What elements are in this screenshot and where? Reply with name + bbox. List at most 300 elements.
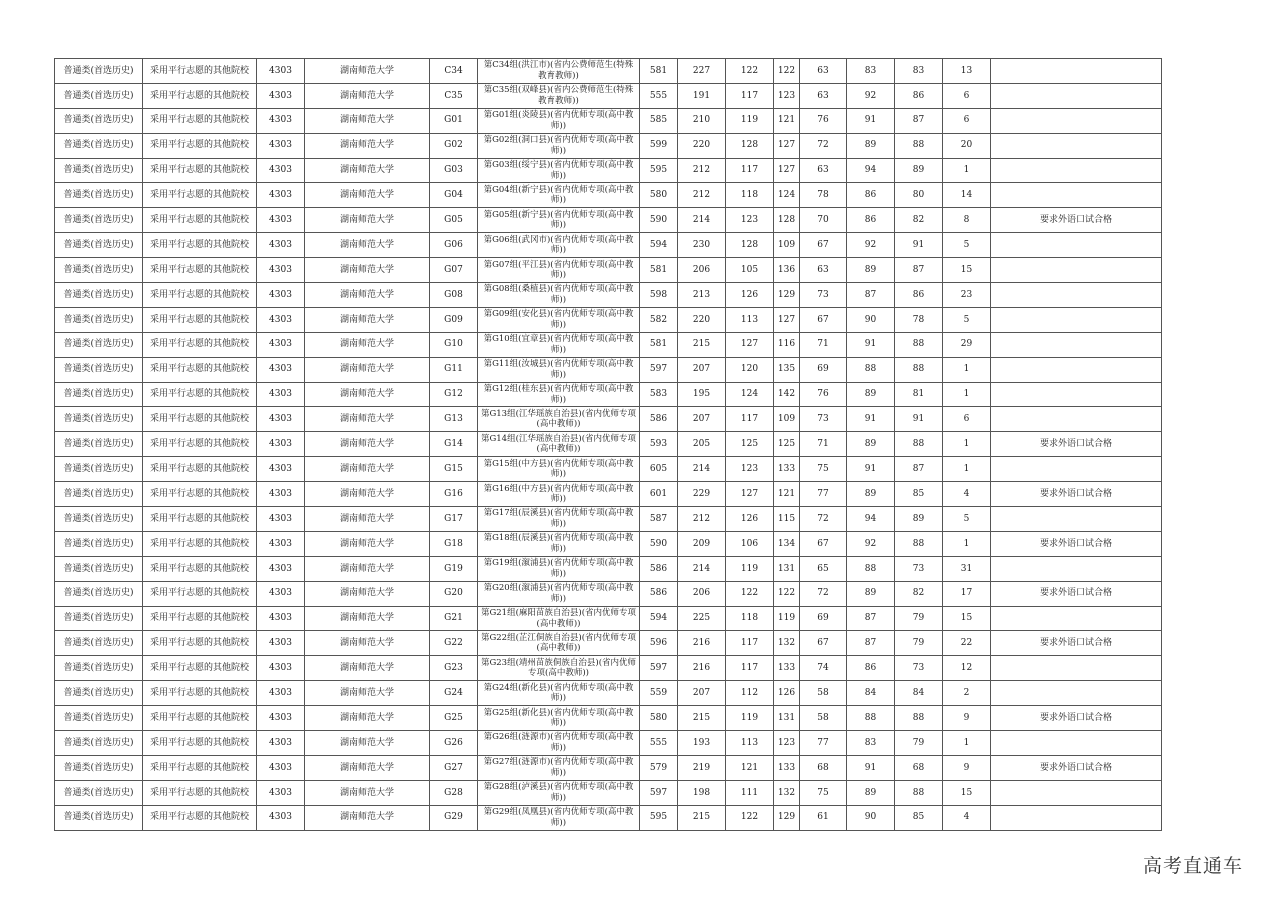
score-cell-5: 90 bbox=[847, 307, 895, 332]
score-cell-5: 94 bbox=[847, 507, 895, 532]
score-total-cell: 583 bbox=[640, 382, 678, 407]
note-cell bbox=[991, 382, 1162, 407]
score-cell-5: 94 bbox=[847, 158, 895, 183]
table-row bbox=[55, 307, 1162, 332]
score-cell-3: 134 bbox=[774, 531, 800, 556]
score-cell-1: 214 bbox=[678, 457, 726, 482]
group-code-cell: G29 bbox=[430, 805, 478, 830]
school-name-cell: 湖南师范大学 bbox=[305, 556, 430, 581]
score-cell-5: 92 bbox=[847, 83, 895, 108]
score-total-cell: 555 bbox=[640, 83, 678, 108]
note-cell: 要求外语口试合格 bbox=[991, 706, 1162, 731]
note-cell bbox=[991, 556, 1162, 581]
batch-cell: 采用平行志愿的其他院校 bbox=[143, 656, 257, 681]
score-cell-6: 79 bbox=[895, 631, 943, 656]
group-name-cell: 第G27组(涟源市)(省内优师专项(高中教师)) bbox=[478, 755, 640, 780]
count-cell: 12 bbox=[943, 656, 991, 681]
group-code-cell: G21 bbox=[430, 606, 478, 631]
batch-cell: 采用平行志愿的其他院校 bbox=[143, 357, 257, 382]
category-cell: 普通类(首选历史) bbox=[55, 233, 143, 258]
table-row bbox=[55, 457, 1162, 482]
score-cell-4: 73 bbox=[800, 407, 847, 432]
score-cell-4: 69 bbox=[800, 606, 847, 631]
group-code-cell: G05 bbox=[430, 208, 478, 233]
group-name-cell: 第G03组(绥宁县)(省内优师专项(高中教师)) bbox=[478, 158, 640, 183]
category-cell: 普通类(首选历史) bbox=[55, 208, 143, 233]
score-cell-6: 89 bbox=[895, 507, 943, 532]
table-row bbox=[55, 631, 1162, 656]
batch-cell: 采用平行志愿的其他院校 bbox=[143, 283, 257, 308]
school-name-cell: 湖南师范大学 bbox=[305, 283, 430, 308]
score-total-cell: 585 bbox=[640, 108, 678, 133]
score-cell-5: 91 bbox=[847, 407, 895, 432]
score-cell-3: 129 bbox=[774, 283, 800, 308]
note-cell bbox=[991, 357, 1162, 382]
score-cell-4: 58 bbox=[800, 681, 847, 706]
count-cell: 4 bbox=[943, 482, 991, 507]
score-cell-3: 124 bbox=[774, 183, 800, 208]
score-cell-2: 126 bbox=[726, 507, 774, 532]
school-name-cell: 湖南师范大学 bbox=[305, 731, 430, 756]
table-row bbox=[55, 531, 1162, 556]
score-cell-6: 73 bbox=[895, 556, 943, 581]
note-cell bbox=[991, 158, 1162, 183]
school-name-cell: 湖南师范大学 bbox=[305, 780, 430, 805]
school-code-cell: 4303 bbox=[257, 183, 305, 208]
score-cell-5: 84 bbox=[847, 681, 895, 706]
school-code-cell: 4303 bbox=[257, 83, 305, 108]
group-name-cell: 第G26组(涟源市)(省内优师专项(高中教师)) bbox=[478, 731, 640, 756]
score-cell-2: 119 bbox=[726, 706, 774, 731]
batch-cell: 采用平行志愿的其他院校 bbox=[143, 507, 257, 532]
count-cell: 22 bbox=[943, 631, 991, 656]
score-cell-6: 82 bbox=[895, 581, 943, 606]
score-cell-2: 117 bbox=[726, 407, 774, 432]
table-row bbox=[55, 233, 1162, 258]
score-cell-4: 67 bbox=[800, 631, 847, 656]
table-row bbox=[55, 332, 1162, 357]
note-cell bbox=[991, 108, 1162, 133]
note-cell bbox=[991, 780, 1162, 805]
note-cell bbox=[991, 283, 1162, 308]
group-name-cell: 第G13组(江华瑶族自治县)(省内优师专项(高中教师)) bbox=[478, 407, 640, 432]
score-cell-4: 69 bbox=[800, 357, 847, 382]
score-cell-4: 75 bbox=[800, 780, 847, 805]
group-name-cell: 第G15组(中方县)(省内优师专项(高中教师)) bbox=[478, 457, 640, 482]
batch-cell: 采用平行志愿的其他院校 bbox=[143, 531, 257, 556]
score-cell-4: 65 bbox=[800, 556, 847, 581]
score-cell-6: 83 bbox=[895, 59, 943, 84]
score-total-cell: 599 bbox=[640, 133, 678, 158]
score-cell-5: 91 bbox=[847, 332, 895, 357]
score-cell-5: 90 bbox=[847, 805, 895, 830]
school-code-cell: 4303 bbox=[257, 133, 305, 158]
group-code-cell: G19 bbox=[430, 556, 478, 581]
note-cell bbox=[991, 656, 1162, 681]
score-cell-5: 92 bbox=[847, 233, 895, 258]
school-name-cell: 湖南师范大学 bbox=[305, 158, 430, 183]
school-name-cell: 湖南师范大学 bbox=[305, 332, 430, 357]
score-total-cell: 555 bbox=[640, 731, 678, 756]
count-cell: 6 bbox=[943, 83, 991, 108]
score-cell-1: 193 bbox=[678, 731, 726, 756]
category-cell: 普通类(首选历史) bbox=[55, 382, 143, 407]
score-cell-6: 79 bbox=[895, 731, 943, 756]
score-cell-2: 124 bbox=[726, 382, 774, 407]
group-code-cell: G25 bbox=[430, 706, 478, 731]
score-cell-2: 119 bbox=[726, 556, 774, 581]
score-cell-5: 89 bbox=[847, 780, 895, 805]
score-cell-1: 215 bbox=[678, 706, 726, 731]
score-cell-1: 216 bbox=[678, 631, 726, 656]
school-name-cell: 湖南师范大学 bbox=[305, 457, 430, 482]
category-cell: 普通类(首选历史) bbox=[55, 780, 143, 805]
score-cell-6: 86 bbox=[895, 83, 943, 108]
school-code-cell: 4303 bbox=[257, 531, 305, 556]
score-cell-3: 122 bbox=[774, 581, 800, 606]
score-total-cell: 593 bbox=[640, 432, 678, 457]
group-name-cell: 第G06组(武冈市)(省内优师专项(高中教师)) bbox=[478, 233, 640, 258]
score-total-cell: 581 bbox=[640, 59, 678, 84]
score-total-cell: 595 bbox=[640, 158, 678, 183]
note-cell bbox=[991, 407, 1162, 432]
school-code-cell: 4303 bbox=[257, 382, 305, 407]
score-total-cell: 597 bbox=[640, 357, 678, 382]
score-cell-6: 85 bbox=[895, 482, 943, 507]
group-code-cell: G10 bbox=[430, 332, 478, 357]
table-row bbox=[55, 482, 1162, 507]
score-cell-1: 212 bbox=[678, 158, 726, 183]
count-cell: 15 bbox=[943, 606, 991, 631]
score-cell-1: 215 bbox=[678, 805, 726, 830]
score-cell-2: 122 bbox=[726, 59, 774, 84]
score-cell-5: 89 bbox=[847, 482, 895, 507]
group-code-cell: G01 bbox=[430, 108, 478, 133]
score-cell-4: 71 bbox=[800, 332, 847, 357]
score-cell-4: 63 bbox=[800, 83, 847, 108]
score-cell-6: 73 bbox=[895, 656, 943, 681]
count-cell: 6 bbox=[943, 407, 991, 432]
school-code-cell: 4303 bbox=[257, 755, 305, 780]
score-cell-4: 76 bbox=[800, 382, 847, 407]
score-cell-4: 72 bbox=[800, 133, 847, 158]
score-cell-2: 120 bbox=[726, 357, 774, 382]
score-cell-1: 220 bbox=[678, 307, 726, 332]
batch-cell: 采用平行志愿的其他院校 bbox=[143, 307, 257, 332]
batch-cell: 采用平行志愿的其他院校 bbox=[143, 581, 257, 606]
score-cell-1: 215 bbox=[678, 332, 726, 357]
score-cell-3: 136 bbox=[774, 258, 800, 283]
score-cell-4: 67 bbox=[800, 307, 847, 332]
group-name-cell: 第G02组(洞口县)(省内优师专项(高中教师)) bbox=[478, 133, 640, 158]
note-cell: 要求外语口试合格 bbox=[991, 581, 1162, 606]
batch-cell: 采用平行志愿的其他院校 bbox=[143, 133, 257, 158]
school-code-cell: 4303 bbox=[257, 158, 305, 183]
score-cell-1: 207 bbox=[678, 357, 726, 382]
score-cell-1: 206 bbox=[678, 581, 726, 606]
batch-cell: 采用平行志愿的其他院校 bbox=[143, 681, 257, 706]
category-cell: 普通类(首选历史) bbox=[55, 332, 143, 357]
score-cell-2: 105 bbox=[726, 258, 774, 283]
note-cell bbox=[991, 332, 1162, 357]
batch-cell: 采用平行志愿的其他院校 bbox=[143, 158, 257, 183]
score-total-cell: 580 bbox=[640, 706, 678, 731]
school-name-cell: 湖南师范大学 bbox=[305, 482, 430, 507]
school-name-cell: 湖南师范大学 bbox=[305, 59, 430, 84]
group-code-cell: G02 bbox=[430, 133, 478, 158]
group-code-cell: G07 bbox=[430, 258, 478, 283]
score-cell-1: 198 bbox=[678, 780, 726, 805]
group-code-cell: G23 bbox=[430, 656, 478, 681]
batch-cell: 采用平行志愿的其他院校 bbox=[143, 755, 257, 780]
score-cell-6: 85 bbox=[895, 805, 943, 830]
score-total-cell: 580 bbox=[640, 183, 678, 208]
table-row bbox=[55, 780, 1162, 805]
score-cell-1: 210 bbox=[678, 108, 726, 133]
table-row bbox=[55, 407, 1162, 432]
score-cell-3: 131 bbox=[774, 706, 800, 731]
score-cell-6: 88 bbox=[895, 780, 943, 805]
category-cell: 普通类(首选历史) bbox=[55, 307, 143, 332]
score-cell-2: 118 bbox=[726, 183, 774, 208]
count-cell: 1 bbox=[943, 731, 991, 756]
school-code-cell: 4303 bbox=[257, 507, 305, 532]
group-code-cell: G13 bbox=[430, 407, 478, 432]
category-cell: 普通类(首选历史) bbox=[55, 606, 143, 631]
count-cell: 14 bbox=[943, 183, 991, 208]
score-cell-5: 88 bbox=[847, 706, 895, 731]
count-cell: 15 bbox=[943, 780, 991, 805]
score-cell-2: 123 bbox=[726, 208, 774, 233]
school-name-cell: 湖南师范大学 bbox=[305, 681, 430, 706]
score-cell-6: 86 bbox=[895, 283, 943, 308]
school-name-cell: 湖南师范大学 bbox=[305, 83, 430, 108]
score-cell-5: 88 bbox=[847, 556, 895, 581]
school-name-cell: 湖南师范大学 bbox=[305, 407, 430, 432]
school-name-cell: 湖南师范大学 bbox=[305, 531, 430, 556]
score-cell-4: 72 bbox=[800, 507, 847, 532]
score-cell-3: 127 bbox=[774, 133, 800, 158]
score-cell-2: 106 bbox=[726, 531, 774, 556]
score-total-cell: 579 bbox=[640, 755, 678, 780]
school-code-cell: 4303 bbox=[257, 780, 305, 805]
score-cell-2: 128 bbox=[726, 133, 774, 158]
batch-cell: 采用平行志愿的其他院校 bbox=[143, 83, 257, 108]
note-cell bbox=[991, 133, 1162, 158]
score-cell-1: 209 bbox=[678, 531, 726, 556]
score-cell-5: 92 bbox=[847, 531, 895, 556]
score-cell-3: 123 bbox=[774, 83, 800, 108]
school-code-cell: 4303 bbox=[257, 407, 305, 432]
score-cell-5: 89 bbox=[847, 133, 895, 158]
group-code-cell: G17 bbox=[430, 507, 478, 532]
group-name-cell: 第G01组(炎陵县)(省内优师专项(高中教师)) bbox=[478, 108, 640, 133]
table-row bbox=[55, 83, 1162, 108]
score-cell-6: 88 bbox=[895, 531, 943, 556]
note-cell bbox=[991, 307, 1162, 332]
note-cell bbox=[991, 606, 1162, 631]
batch-cell: 采用平行志愿的其他院校 bbox=[143, 631, 257, 656]
group-name-cell: 第G07组(平江县)(省内优师专项(高中教师)) bbox=[478, 258, 640, 283]
school-code-cell: 4303 bbox=[257, 656, 305, 681]
score-cell-3: 132 bbox=[774, 631, 800, 656]
score-cell-1: 229 bbox=[678, 482, 726, 507]
score-cell-4: 61 bbox=[800, 805, 847, 830]
score-cell-3: 109 bbox=[774, 233, 800, 258]
score-cell-6: 80 bbox=[895, 183, 943, 208]
score-cell-1: 212 bbox=[678, 183, 726, 208]
count-cell: 1 bbox=[943, 158, 991, 183]
school-code-cell: 4303 bbox=[257, 457, 305, 482]
score-total-cell: 586 bbox=[640, 581, 678, 606]
category-cell: 普通类(首选历史) bbox=[55, 755, 143, 780]
score-cell-3: 132 bbox=[774, 780, 800, 805]
group-name-cell: 第G20组(溆浦县)(省内优师专项(高中教师)) bbox=[478, 581, 640, 606]
score-cell-3: 128 bbox=[774, 208, 800, 233]
school-code-cell: 4303 bbox=[257, 258, 305, 283]
count-cell: 6 bbox=[943, 108, 991, 133]
score-cell-2: 117 bbox=[726, 656, 774, 681]
table-row bbox=[55, 59, 1162, 84]
table-row bbox=[55, 382, 1162, 407]
school-code-cell: 4303 bbox=[257, 432, 305, 457]
score-cell-4: 77 bbox=[800, 482, 847, 507]
count-cell: 15 bbox=[943, 258, 991, 283]
batch-cell: 采用平行志愿的其他院校 bbox=[143, 407, 257, 432]
batch-cell: 采用平行志愿的其他院校 bbox=[143, 780, 257, 805]
group-code-cell: G24 bbox=[430, 681, 478, 706]
note-cell: 要求外语口试合格 bbox=[991, 531, 1162, 556]
school-code-cell: 4303 bbox=[257, 59, 305, 84]
group-code-cell: C35 bbox=[430, 83, 478, 108]
table-row bbox=[55, 258, 1162, 283]
group-name-cell: 第G14组(江华瑶族自治县)(省内优师专项(高中教师)) bbox=[478, 432, 640, 457]
score-total-cell: 594 bbox=[640, 606, 678, 631]
table-row bbox=[55, 556, 1162, 581]
score-cell-4: 72 bbox=[800, 581, 847, 606]
score-cell-5: 86 bbox=[847, 183, 895, 208]
count-cell: 13 bbox=[943, 59, 991, 84]
score-cell-5: 89 bbox=[847, 432, 895, 457]
score-cell-4: 68 bbox=[800, 755, 847, 780]
group-name-cell: 第G22组(芷江侗族自治县)(省内优师专项(高中教师)) bbox=[478, 631, 640, 656]
score-cell-4: 63 bbox=[800, 59, 847, 84]
score-total-cell: 587 bbox=[640, 507, 678, 532]
score-cell-3: 131 bbox=[774, 556, 800, 581]
school-name-cell: 湖南师范大学 bbox=[305, 108, 430, 133]
category-cell: 普通类(首选历史) bbox=[55, 556, 143, 581]
group-code-cell: G11 bbox=[430, 357, 478, 382]
score-total-cell: 605 bbox=[640, 457, 678, 482]
note-cell: 要求外语口试合格 bbox=[991, 432, 1162, 457]
group-code-cell: G15 bbox=[430, 457, 478, 482]
category-cell: 普通类(首选历史) bbox=[55, 357, 143, 382]
score-cell-1: 220 bbox=[678, 133, 726, 158]
table-row bbox=[55, 581, 1162, 606]
group-name-cell: 第G28组(泸溪县)(省内优师专项(高中教师)) bbox=[478, 780, 640, 805]
table-row bbox=[55, 681, 1162, 706]
school-code-cell: 4303 bbox=[257, 805, 305, 830]
school-code-cell: 4303 bbox=[257, 681, 305, 706]
count-cell: 1 bbox=[943, 382, 991, 407]
group-code-cell: G03 bbox=[430, 158, 478, 183]
score-cell-6: 91 bbox=[895, 407, 943, 432]
group-code-cell: G06 bbox=[430, 233, 478, 258]
score-cell-2: 126 bbox=[726, 283, 774, 308]
batch-cell: 采用平行志愿的其他院校 bbox=[143, 382, 257, 407]
score-cell-6: 87 bbox=[895, 457, 943, 482]
score-cell-1: 206 bbox=[678, 258, 726, 283]
note-cell bbox=[991, 457, 1162, 482]
group-name-cell: 第G19组(溆浦县)(省内优师专项(高中教师)) bbox=[478, 556, 640, 581]
batch-cell: 采用平行志愿的其他院校 bbox=[143, 706, 257, 731]
batch-cell: 采用平行志愿的其他院校 bbox=[143, 108, 257, 133]
group-code-cell: G12 bbox=[430, 382, 478, 407]
score-total-cell: 586 bbox=[640, 407, 678, 432]
group-code-cell: G09 bbox=[430, 307, 478, 332]
score-cell-4: 71 bbox=[800, 432, 847, 457]
score-cell-4: 70 bbox=[800, 208, 847, 233]
count-cell: 1 bbox=[943, 457, 991, 482]
school-name-cell: 湖南师范大学 bbox=[305, 183, 430, 208]
category-cell: 普通类(首选历史) bbox=[55, 507, 143, 532]
category-cell: 普通类(首选历史) bbox=[55, 258, 143, 283]
note-cell bbox=[991, 258, 1162, 283]
group-name-cell: 第G05组(新宁县)(省内优师专项(高中教师)) bbox=[478, 208, 640, 233]
table-row bbox=[55, 158, 1162, 183]
batch-cell: 采用平行志愿的其他院校 bbox=[143, 233, 257, 258]
group-name-cell: 第G08组(桑植县)(省内优师专项(高中教师)) bbox=[478, 283, 640, 308]
score-cell-6: 88 bbox=[895, 706, 943, 731]
group-code-cell: G14 bbox=[430, 432, 478, 457]
category-cell: 普通类(首选历史) bbox=[55, 805, 143, 830]
score-total-cell: 596 bbox=[640, 631, 678, 656]
group-name-cell: 第G24组(新化县)(省内优师专项(高中教师)) bbox=[478, 681, 640, 706]
score-total-cell: 586 bbox=[640, 556, 678, 581]
category-cell: 普通类(首选历史) bbox=[55, 133, 143, 158]
group-code-cell: G26 bbox=[430, 731, 478, 756]
score-cell-1: 213 bbox=[678, 283, 726, 308]
score-total-cell: 597 bbox=[640, 780, 678, 805]
count-cell: 2 bbox=[943, 681, 991, 706]
school-code-cell: 4303 bbox=[257, 283, 305, 308]
school-name-cell: 湖南师范大学 bbox=[305, 432, 430, 457]
score-cell-6: 68 bbox=[895, 755, 943, 780]
count-cell: 9 bbox=[943, 755, 991, 780]
score-total-cell: 601 bbox=[640, 482, 678, 507]
category-cell: 普通类(首选历史) bbox=[55, 83, 143, 108]
score-cell-6: 91 bbox=[895, 233, 943, 258]
school-code-cell: 4303 bbox=[257, 731, 305, 756]
count-cell: 20 bbox=[943, 133, 991, 158]
table-body bbox=[55, 59, 1162, 831]
school-name-cell: 湖南师范大学 bbox=[305, 208, 430, 233]
score-cell-6: 78 bbox=[895, 307, 943, 332]
score-cell-5: 86 bbox=[847, 656, 895, 681]
category-cell: 普通类(首选历史) bbox=[55, 183, 143, 208]
score-cell-5: 91 bbox=[847, 755, 895, 780]
score-total-cell: 559 bbox=[640, 681, 678, 706]
school-code-cell: 4303 bbox=[257, 357, 305, 382]
score-cell-2: 118 bbox=[726, 606, 774, 631]
score-total-cell: 595 bbox=[640, 805, 678, 830]
score-cell-3: 133 bbox=[774, 457, 800, 482]
batch-cell: 采用平行志愿的其他院校 bbox=[143, 183, 257, 208]
category-cell: 普通类(首选历史) bbox=[55, 482, 143, 507]
school-code-cell: 4303 bbox=[257, 108, 305, 133]
score-cell-2: 121 bbox=[726, 755, 774, 780]
score-cell-6: 88 bbox=[895, 332, 943, 357]
